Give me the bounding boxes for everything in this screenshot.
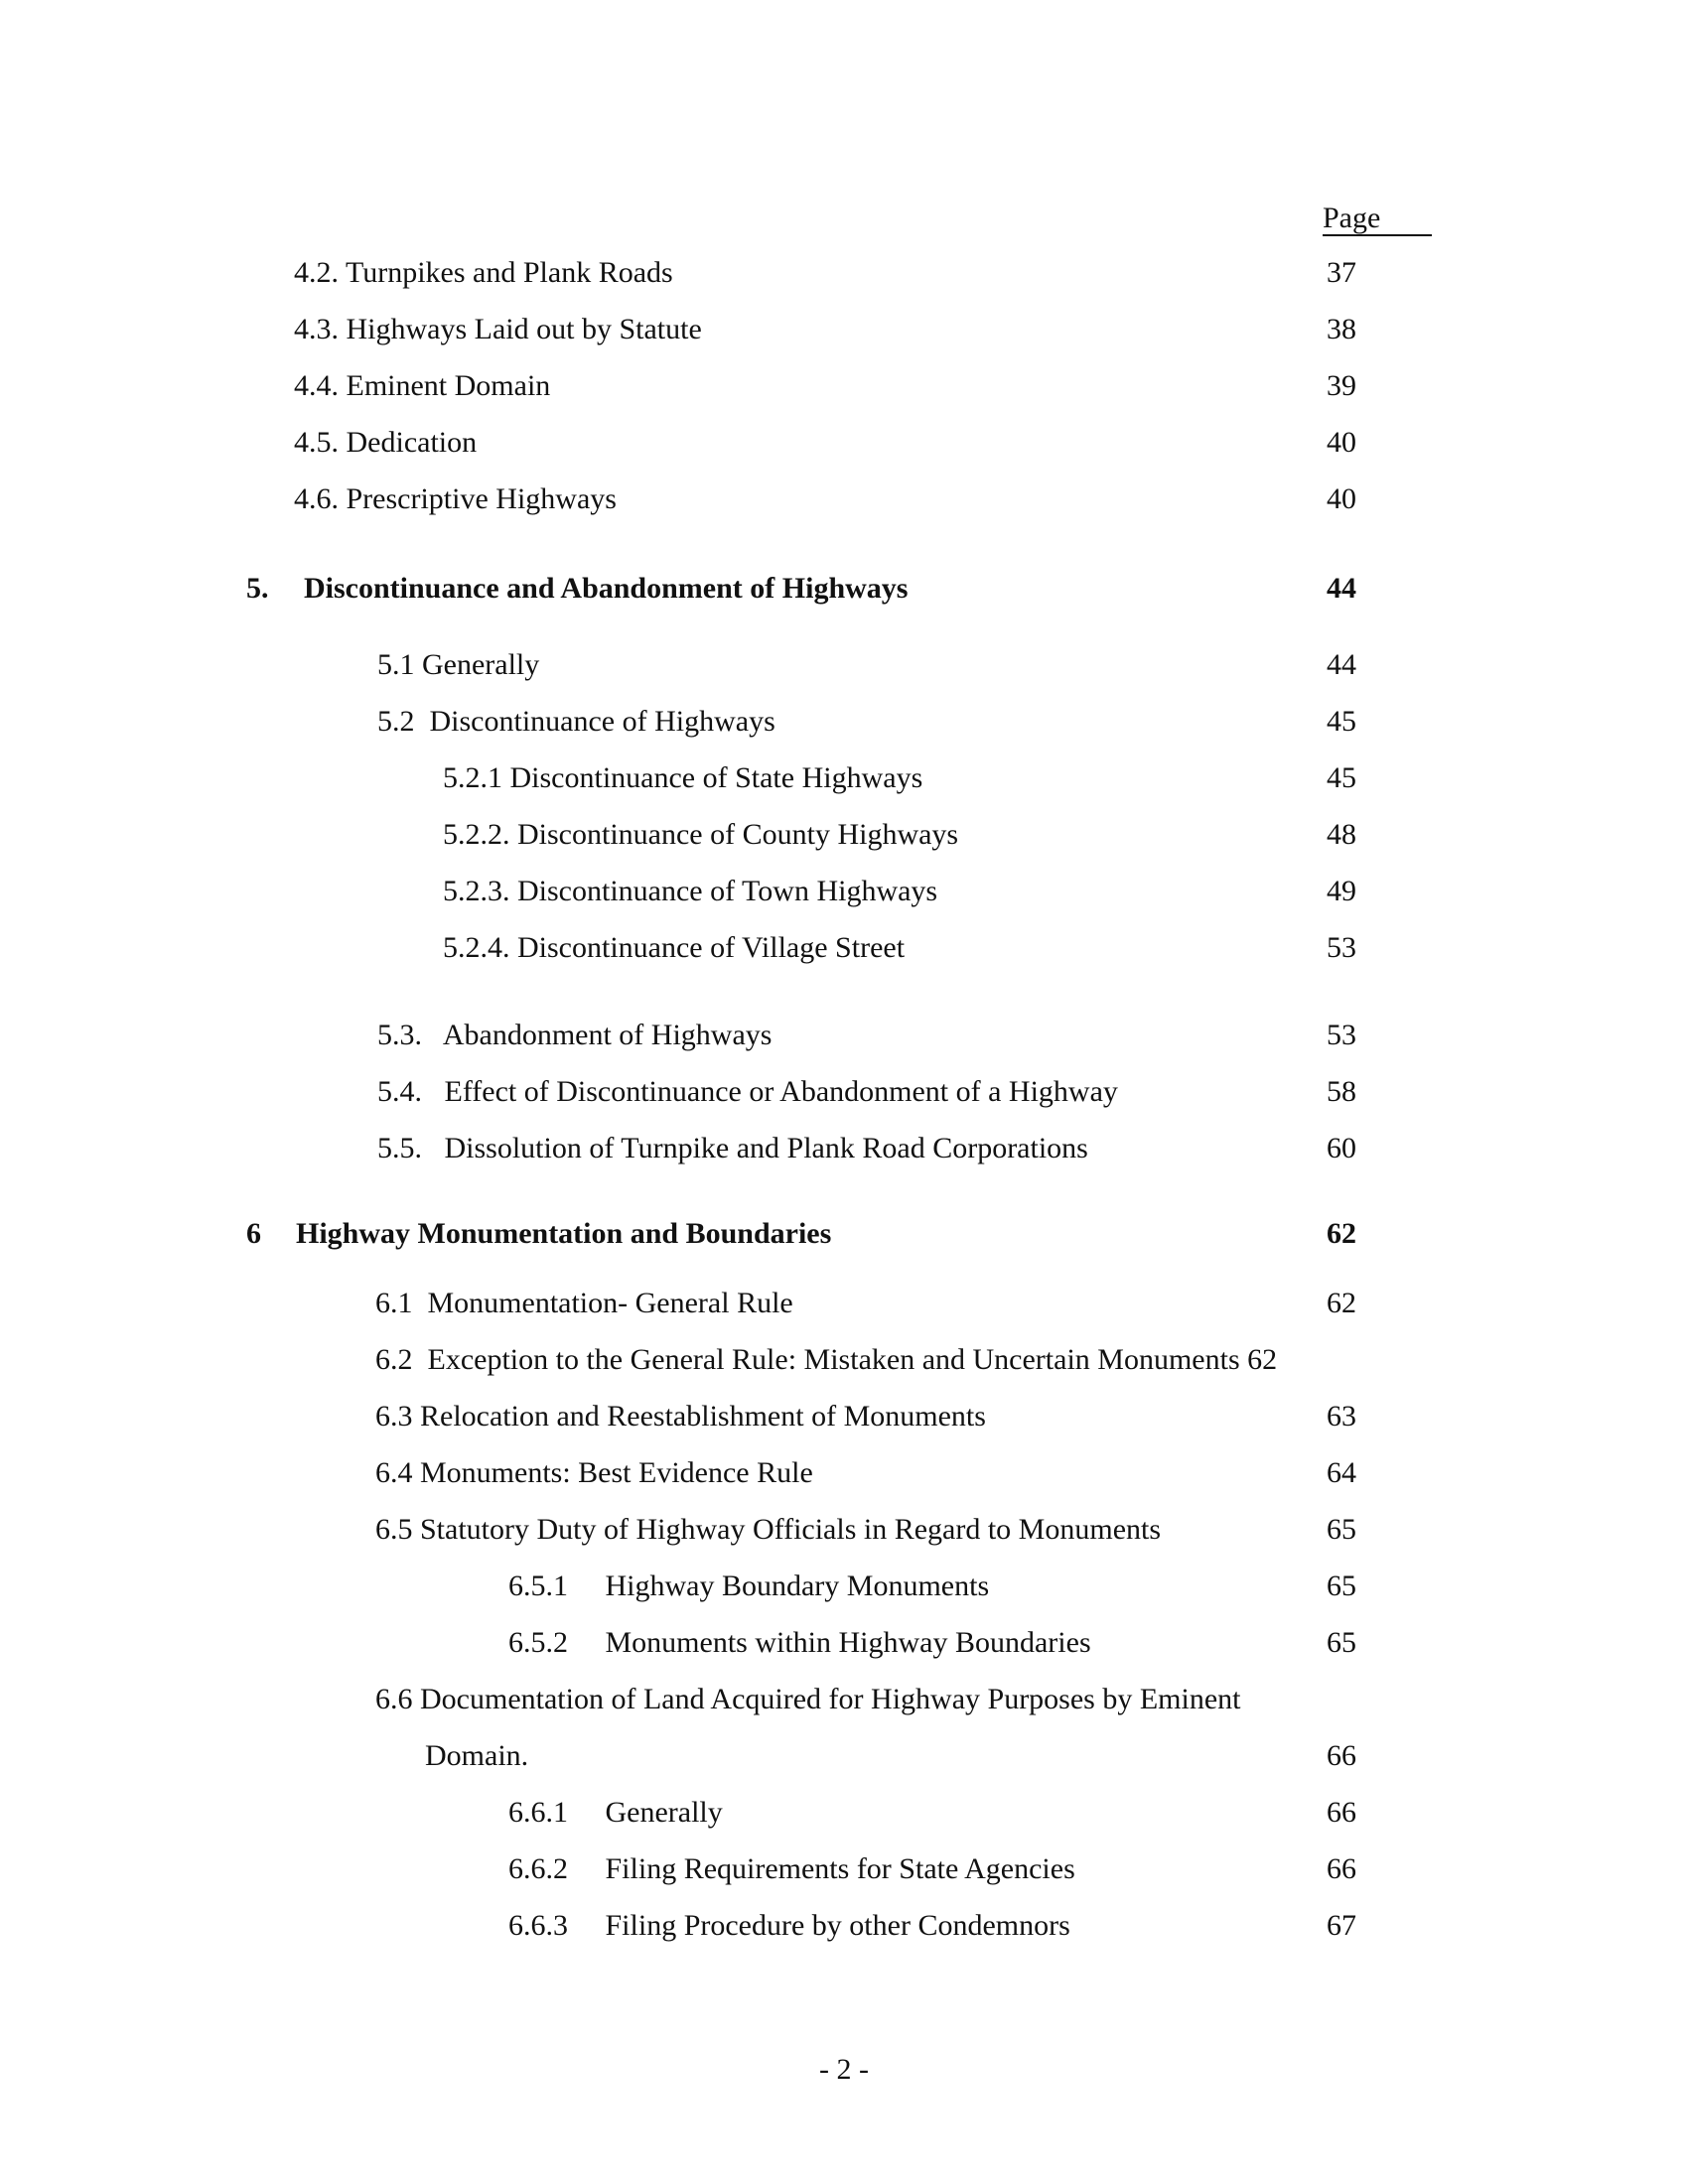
toc-page-number: 66 — [1327, 1852, 1356, 1885]
toc-section-row — [0, 645, 1489, 685]
toc-page-number: 64 — [1327, 1456, 1356, 1489]
toc-page-number: 63 — [1327, 1400, 1356, 1433]
toc-page-number: 65 — [1327, 1626, 1356, 1659]
toc-section-row — [0, 1340, 1489, 1380]
toc-entry-title: 5.2.2. Discontinuance of County Highways — [443, 818, 959, 851]
toc-page-number: 38 — [1327, 313, 1356, 345]
toc-entry-title: 4.4. Eminent Domain — [294, 369, 551, 402]
toc-page-number: 53 — [1327, 931, 1356, 964]
toc-section-row — [0, 423, 1489, 463]
toc-page-number: 44 — [1327, 648, 1356, 681]
toc-page-number: 45 — [1327, 761, 1356, 794]
toc-section-row — [0, 1849, 1489, 1889]
toc-section-row — [0, 1129, 1489, 1168]
toc-section-row — [0, 928, 1489, 968]
toc-section-row — [0, 702, 1489, 742]
toc-section-row — [0, 1736, 1489, 1776]
toc-section-row — [0, 1453, 1489, 1493]
toc-section-row — [0, 1072, 1489, 1112]
toc-page-number: 40 — [1327, 482, 1356, 515]
toc-entry-title: 6.3 Relocation and Reestablishment of Monuments — [375, 1400, 986, 1433]
toc-entry-title: 6.6.2 Filing Requirements for State Agencies — [508, 1852, 1075, 1885]
toc-entry-title: 6.6 Documentation of Land Acquired for Highway Purposes by Eminent — [375, 1683, 1241, 1715]
toc-entry-title: 5.5. Dissolution of Turnpike and Plank Road Corporations — [377, 1132, 1088, 1164]
toc-entry-title: 5.2.1 Discontinuance of State Highways — [443, 761, 923, 794]
toc-entry-title: 6.6.1 Generally — [508, 1796, 723, 1829]
toc-entry-title: 4.2. Turnpikes and Plank Roads — [294, 256, 673, 289]
page-column-header: Page — [1323, 199, 1432, 236]
toc-page-number: 40 — [1327, 426, 1356, 459]
toc-chapter-title: Highway Monumentation and Boundaries — [296, 1217, 832, 1250]
toc-section-row — [0, 1906, 1489, 1946]
toc-section-row — [0, 758, 1489, 798]
toc-entry-title: 6.1 Monumentation- General Rule — [375, 1287, 793, 1319]
toc-page-number: 44 — [1327, 572, 1356, 605]
toc-page-number: 58 — [1327, 1075, 1356, 1108]
toc-entry-title: 6.5.1 Highway Boundary Monuments — [508, 1570, 990, 1602]
toc-page-number: 62 — [1327, 1287, 1356, 1319]
toc-page-number: 65 — [1327, 1570, 1356, 1602]
toc-chapter-row — [0, 1214, 1489, 1254]
toc-section-row — [0, 366, 1489, 406]
toc-entry-title: 6.5 Statutory Duty of Highway Officials in Regard to Monuments — [375, 1513, 1162, 1546]
toc-section-row — [0, 1397, 1489, 1436]
toc-section-row — [0, 1567, 1489, 1606]
toc-page-number: 62 — [1327, 1217, 1356, 1250]
toc-page-number: 53 — [1327, 1019, 1356, 1051]
toc-entry-title: 4.3. Highways Laid out by Statute — [294, 313, 702, 345]
toc-page-number: 48 — [1327, 818, 1356, 851]
toc-entry-title: 6.6.3 Filing Procedure by other Condemnors — [508, 1909, 1070, 1942]
toc-page-number: 67 — [1327, 1909, 1356, 1942]
toc-section-row — [0, 1016, 1489, 1055]
toc-section-row — [0, 1284, 1489, 1323]
toc-entry-title: 5.2.3. Discontinuance of Town Highways — [443, 875, 938, 907]
toc-section-row — [0, 479, 1489, 519]
toc-chapter-row — [0, 569, 1489, 609]
toc-entry-title: 6.5.2 Monuments within Highway Boundaries — [508, 1626, 1091, 1659]
toc-page-number: 45 — [1327, 705, 1356, 738]
toc-chapter-number: 5. — [246, 572, 269, 605]
toc-page-number: 66 — [1327, 1739, 1356, 1772]
toc-chapter-title: Discontinuance and Abandonment of Highways — [304, 572, 909, 605]
toc-entry-title: 5.3. Abandonment of Highways — [377, 1019, 773, 1051]
page-number-footer: - 2 - — [819, 2053, 869, 2086]
toc-section-row — [0, 1623, 1489, 1663]
toc-page-number: 66 — [1327, 1796, 1356, 1829]
toc-chapter-number: 6 — [246, 1217, 261, 1250]
toc-entry-title: 4.5. Dedication — [294, 426, 478, 459]
toc-entry-title: 4.6. Prescriptive Highways — [294, 482, 617, 515]
toc-entry-title: Domain. — [425, 1739, 529, 1772]
toc-entry-title: 5.2.4. Discontinuance of Village Street — [443, 931, 906, 964]
toc-page-number: 49 — [1327, 875, 1356, 907]
toc-section-row — [0, 1680, 1489, 1719]
toc-page-number: 65 — [1327, 1513, 1356, 1546]
toc-section-row — [0, 253, 1489, 293]
toc-entry-title: 5.1 Generally — [377, 648, 540, 681]
toc-entry-title: 6.2 Exception to the General Rule: Mistaken and Uncertain Monuments 62 — [375, 1343, 1278, 1376]
toc-page-number: 60 — [1327, 1132, 1356, 1164]
toc-section-row — [0, 815, 1489, 855]
toc-section-row — [0, 1793, 1489, 1833]
toc-page-number: 39 — [1327, 369, 1356, 402]
toc-entry-title: 5.4. Effect of Discontinuance or Abandonment of a Highway — [377, 1075, 1118, 1108]
toc-section-row — [0, 310, 1489, 349]
toc-entry-title: 5.2 Discontinuance of Highways — [377, 705, 775, 738]
toc-page-number: 37 — [1327, 256, 1356, 289]
toc-entry-title: 6.4 Monuments: Best Evidence Rule — [375, 1456, 813, 1489]
toc-section-row — [0, 1510, 1489, 1550]
toc-section-row — [0, 872, 1489, 911]
